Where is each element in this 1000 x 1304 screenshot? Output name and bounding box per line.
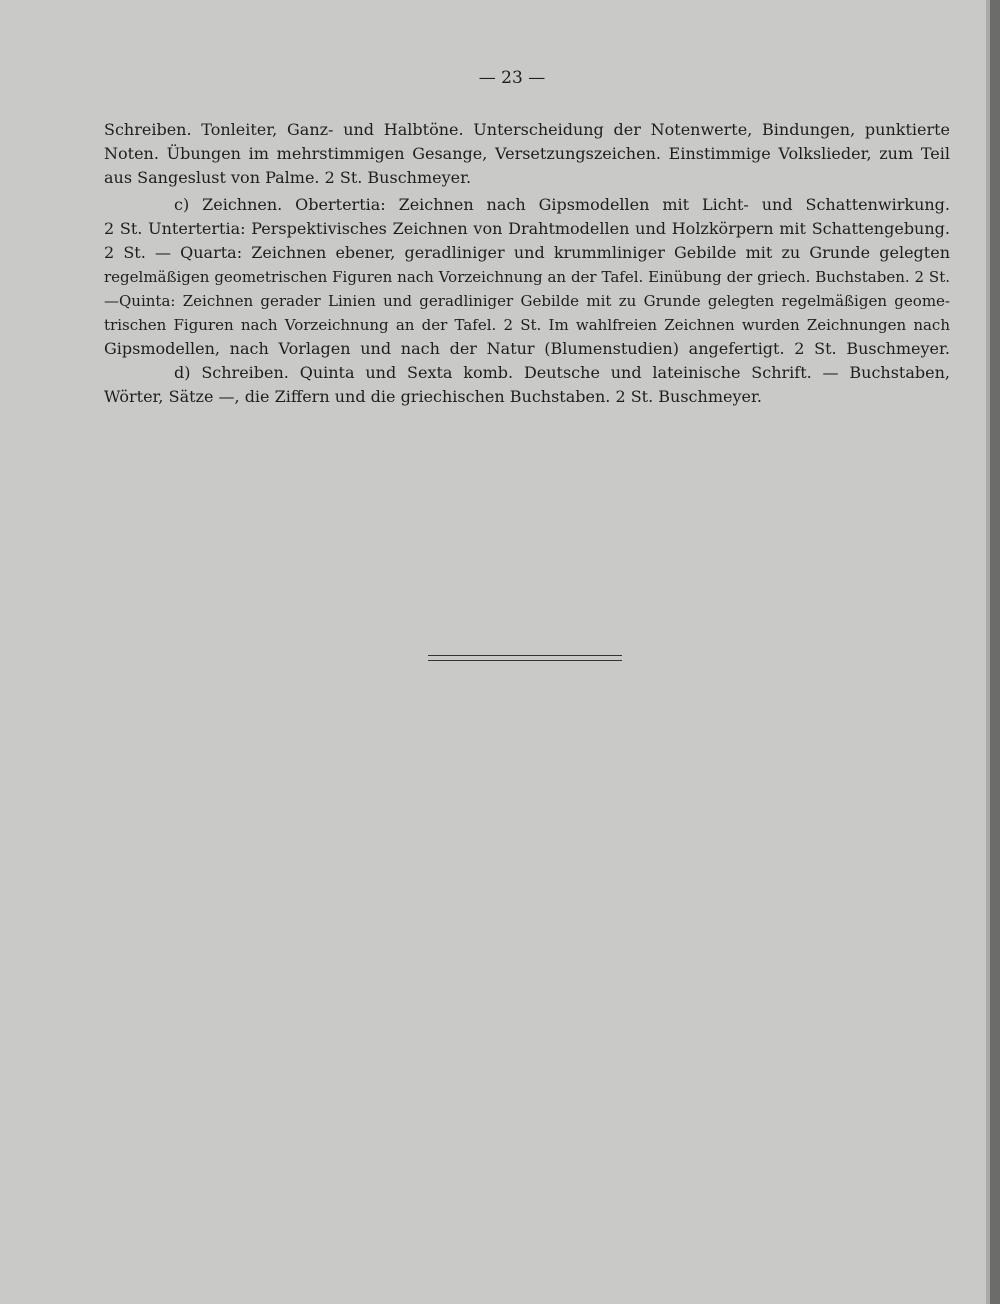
page-number: — 23 — (478, 68, 546, 88)
text-line: —Quinta: Zeichnen gerader Linien und geradliniger Gebilde mit zu Grunde gelegten regelmäßigen geome- (104, 292, 950, 310)
text-line: Wörter, Sätze —, die Ziffern und die griechischen Buchstaben. 2 St. Buschmeyer. (104, 387, 762, 406)
text-line: regelmäßigen geometrischen Figuren nach Vorzeichnung an der Tafel. Einübung der griech. Buchstaben. 2 St. (104, 268, 950, 286)
body-text (104, 118, 950, 409)
scan-edge (990, 0, 1000, 1304)
section-heading-schreiben: d) Schreiben. Quinta und Sexta komb. Deutsche und lateinische Schrift. — Buchstaben, (174, 363, 950, 382)
text-line: trischen Figuren nach Vorzeichnung an der Tafel. 2 St. Im wahlfreien Zeichnen wurden Zeichnungen nach (104, 316, 950, 334)
double-rule-bottom (428, 660, 622, 661)
text-line: 2 St. Untertertia: Perspektivisches Zeichnen von Drahtmodellen und Holzkörpern mit Schattengebung. (104, 219, 950, 238)
section-heading-zeichnen: c) Zeichnen. Obertertia: Zeichnen nach Gipsmodellen mit Licht- und Schattenwirkung. (174, 195, 950, 214)
text-line: Gipsmodellen, nach Vorlagen und nach der Natur (Blumenstudien) angefertigt. 2 St. Buschmeyer. (104, 339, 950, 358)
text-line: aus Sangeslust von Palme. 2 St. Buschmeyer. (104, 168, 472, 187)
text-line: 2 St. — Quarta: Zeichnen ebener, geradliniger und krummliniger Gebilde mit zu Grunde gelegten (104, 243, 950, 262)
text-line: Schreiben. Tonleiter, Ganz- und Halbtöne. Unterscheidung der Notenwerte, Bindungen, punktierte (104, 120, 950, 139)
scan-edge-shadow (986, 0, 990, 1304)
double-rule-top (428, 655, 622, 656)
text-line: Noten. Übungen im mehrstimmigen Gesange, Versetzungszeichen. Einstimmige Volkslieder, zum Teil (104, 144, 950, 163)
